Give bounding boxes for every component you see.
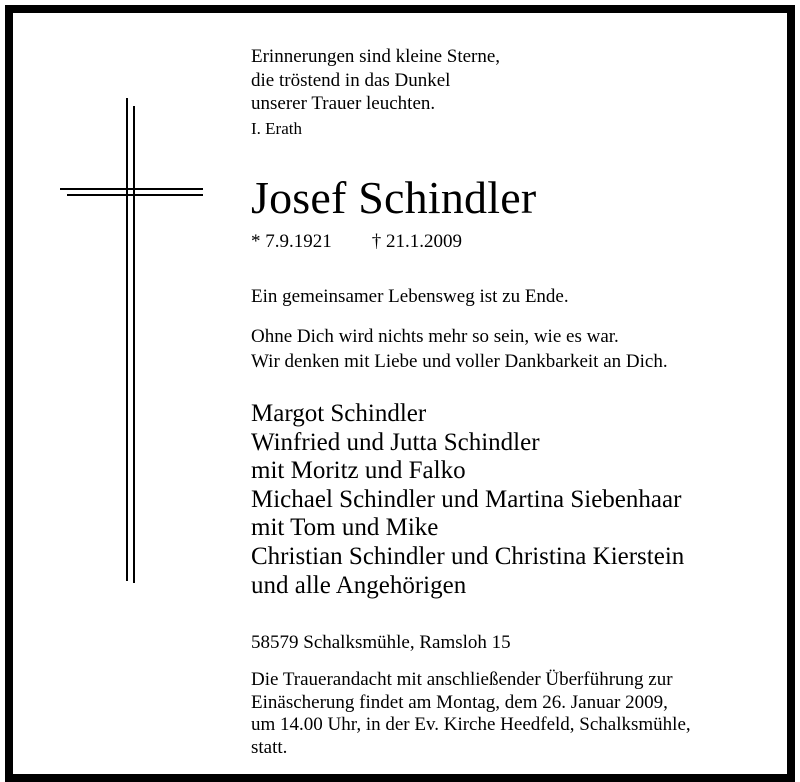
deceased-name: Josef Schindler: [251, 172, 537, 223]
death-date: † 21.1.2009: [371, 231, 462, 252]
message-line: Ohne Dich wird nichts mehr so sein, wie es war.: [251, 326, 619, 347]
mourner-line: und alle Angehörigen: [251, 571, 467, 599]
cross-horizontal-line-lower: [67, 194, 203, 196]
cross-horizontal-line-upper: [60, 188, 203, 190]
life-dates: [251, 230, 462, 254]
poem-author: I. Erath: [251, 119, 302, 138]
notice-line: Die Trauerandacht mit anschließender Überführung zur: [251, 669, 673, 690]
obituary-frame: [5, 5, 795, 782]
poem-line: Erinnerungen sind kleine Sterne,: [251, 46, 501, 67]
cross-vertical-line-outer: [126, 98, 128, 581]
notice-line: um 14.00 Uhr, in der Ev. Kirche Heedfeld, Schalksmühle,: [251, 714, 691, 735]
birth-date: * 7.9.1921: [251, 231, 332, 252]
message-block: [251, 325, 668, 374]
mourner-line: Winfried und Jutta Schindler: [251, 428, 540, 456]
mourner-line: Margot Schindler: [251, 400, 427, 427]
cross-vertical-line-inner: [133, 106, 135, 583]
poem-line: die tröstend in das Dunkel: [251, 69, 451, 91]
mourners-list: [251, 400, 684, 600]
mourner-line: mit Tom und Mike: [251, 514, 439, 542]
mourner-line: mit Moritz und Falko: [251, 457, 466, 485]
notice-line: Einäscherung findet am Montag, dem 26. Januar 2009,: [251, 691, 668, 713]
poem-line: unserer Trauer leuchten.: [251, 93, 436, 114]
mourner-line: Christian Schindler und Christina Kierstein: [251, 542, 685, 570]
notice-line: statt.: [251, 736, 288, 758]
message-line: Wir denken mit Liebe und voller Dankbarkeit an Dich.: [251, 350, 668, 372]
mourner-line: Michael Schindler und Martina Siebenhaar: [251, 485, 682, 513]
message-line: Ein gemeinsamer Lebensweg ist zu Ende.: [251, 286, 569, 307]
address: 58579 Schalksmühle, Ramsloh 15: [251, 632, 511, 653]
service-notice: [251, 669, 691, 759]
poem: [251, 45, 500, 116]
